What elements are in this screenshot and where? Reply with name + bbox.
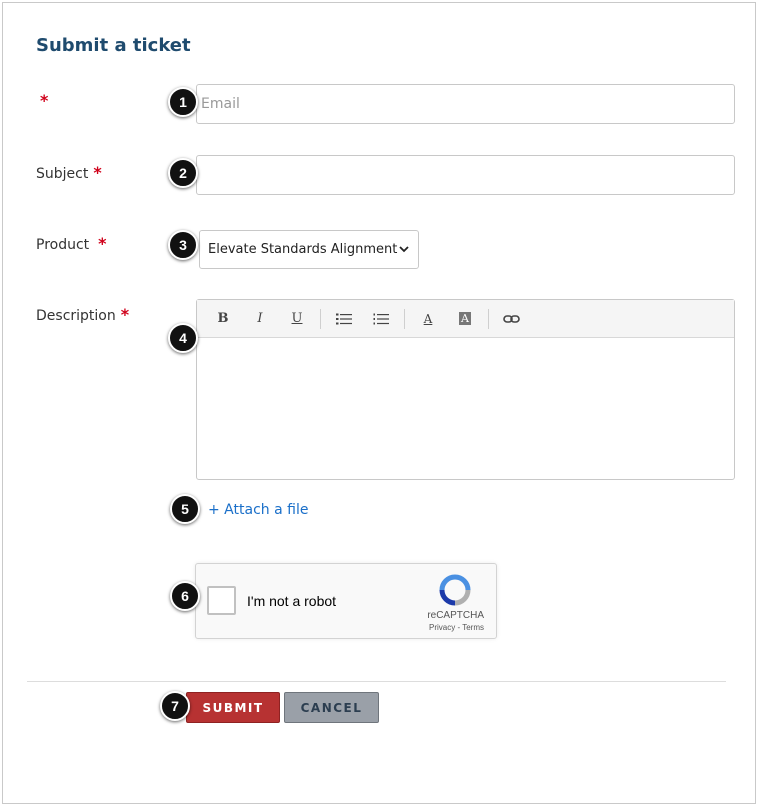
cancel-button[interactable]: CANCEL xyxy=(284,692,379,723)
italic-button[interactable]: I xyxy=(257,311,263,326)
callout-7: 7 xyxy=(160,691,190,721)
ticket-form-panel xyxy=(2,2,756,804)
recaptcha-terms[interactable]: Privacy - Terms xyxy=(429,623,484,632)
required-mark: * xyxy=(93,163,102,182)
callout-5: 5 xyxy=(170,494,200,524)
product-select-value: Elevate Standards Alignment xyxy=(208,242,398,257)
link-icon xyxy=(503,313,521,325)
email-label xyxy=(36,91,48,110)
product-label xyxy=(36,234,107,253)
underline-button[interactable]: U xyxy=(291,311,303,326)
recaptcha-logo-icon xyxy=(438,574,472,606)
numbered-list-icon xyxy=(373,313,389,325)
footer-divider xyxy=(27,681,726,682)
submit-button[interactable]: SUBMIT xyxy=(186,692,280,723)
toolbar-divider xyxy=(488,309,489,329)
description-editor xyxy=(196,299,735,480)
recaptcha-checkbox[interactable] xyxy=(207,586,236,615)
required-mark: * xyxy=(120,305,130,324)
bold-button[interactable]: B xyxy=(217,311,229,326)
bullet-list-button[interactable] xyxy=(330,306,358,332)
required-mark: * xyxy=(40,91,49,110)
subject-label-text: Subject xyxy=(36,166,89,182)
recaptcha-widget xyxy=(195,563,497,639)
link-button[interactable] xyxy=(498,306,526,332)
chevron-down-icon xyxy=(398,242,410,256)
callout-6: 6 xyxy=(170,581,200,611)
subject-label xyxy=(36,163,102,182)
description-label-text: Description xyxy=(36,308,116,324)
callout-3: 3 xyxy=(168,230,198,260)
description-label xyxy=(36,305,129,324)
required-mark: * xyxy=(98,234,107,253)
bullet-list-icon xyxy=(336,313,352,325)
callout-2: 2 xyxy=(168,158,198,188)
recaptcha-label: I'm not a robot xyxy=(247,593,337,609)
highlight-button[interactable] xyxy=(451,306,479,332)
toolbar-divider xyxy=(320,309,321,329)
description-textarea[interactable] xyxy=(197,338,734,478)
editor-toolbar xyxy=(197,300,734,338)
font-color-button[interactable] xyxy=(414,306,442,332)
subject-input[interactable] xyxy=(196,155,735,195)
recaptcha-brand: reCAPTCHA xyxy=(427,610,484,621)
numbered-list-button[interactable] xyxy=(367,306,395,332)
product-select[interactable] xyxy=(199,230,419,269)
product-label-text: Product xyxy=(36,237,90,253)
highlight-icon: A xyxy=(461,312,469,325)
attach-file-link[interactable]: + Attach a file xyxy=(208,502,309,518)
callout-1: 1 xyxy=(168,87,198,117)
toolbar-divider xyxy=(404,309,405,329)
callout-4: 4 xyxy=(168,323,198,353)
font-color-icon: A xyxy=(423,311,433,326)
email-input[interactable] xyxy=(196,84,735,124)
page-title: Submit a ticket xyxy=(36,35,191,56)
